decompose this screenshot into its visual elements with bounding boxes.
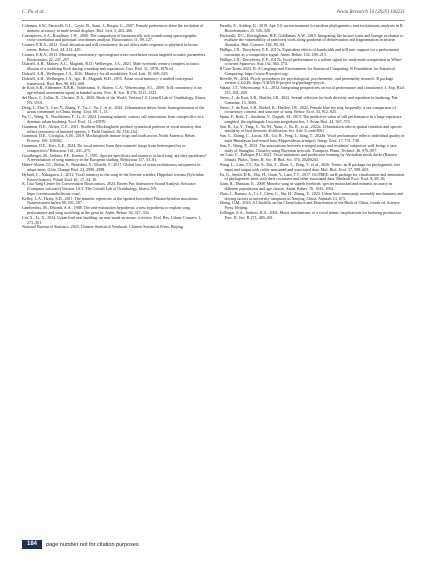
reference-entry: de Kort, S.R., Eldermire, E.R.B., Valderrama, S., Botero, C.A., Vehrencamp, S.L., 2009. Trill consistency is an age-related assessment signal in banded wrens. Proc. R. Soc. B 276, 2315–2321. [22,85,202,96]
reference-entry: Hyland, C., Nakagawa, J., 2012. Vocal mimicry in the song of the Icterine warbler, Hippolais icterina (Sylviidae, Passeriformes). Polish Zool. 61, 17–24. 16. [22,171,205,182]
reference-entry: Paradis, E., Schliep, K., 2019. Ape 5.0: an environment for modern phylogenetics and evolutionary analyses in R. Bioinformatics 35, 526–528. [219,24,404,33]
reference-entry: Hüber-Alsien, J.C., Bolen, S., Benedetti, Y., Morelli, F., 2017. Global loss of avian evolutionary uniqueness in urban areas. Glob. Change Biol. 23, 2990–2998. [22,162,201,172]
header-divider [22,20,405,21]
reference-entry: Sierro, J., de Kort, S.R., Hartley, I.R., 2022. Sexual selection for both diversity and repetition in birdsong. Nat. Commun. 14, 3600. [219,94,399,105]
reference-entry: R Core Team, 2023. R: A Language and Environment for Statistical Computing. R Foundation for Statistical Computing. https://www.R-project.org/. [219,66,396,76]
reference-entry: Gammon, D.E., Corsiglia, A.M., 2019. Mockingbirds imitate frogs and toads across North America. Behav. Process. 169, 103982. [22,133,196,144]
reference-entry: Cramer, E.R.A., 2013. Measuring consistency: spectrogram cross-correlation versus targeted acoustic parameters. Bioacoustics 22, 247–257. [22,51,207,62]
footer-note: page number not for citation purposes [46,541,139,548]
reference-entry: Dalziell, A.H., Maisey, A.C., Magrath, R.D., Welbergen, J.A., 2021. Male lyrebirds create a complex acoustic illusion of a mobbing flock during courtship and copulation. Curr. Biol. 31, 1970–1976.e4. [22,61,200,72]
reference-entry: Dalziell, A.H., Welbergen, J.A., 2016. Mimicry for all modalities. Ecol. Lett. 19, 609–619. [22,70,169,76]
reference-entry: Phillips, J.N., Derryberry, E.P., 2017b. Vocal performance is a salient signal for male-male competition in White-crowned Sparrows. Auk 134, 564–574. [219,56,403,67]
reference-entry: Zann, R., Dunstan, E., 2008. Mimetic song in superb lyrebirds: species mimicked and mimetic accuracy in different populations and age classes. Anim. Behav. 76, 1043–1054. [219,181,393,191]
reference-entry: Sakata, J.T., Vehrencamp, S.L., 2012. Integrating perspectives on vocal performance and consistency. J. Exp. Biol. 215, 201–209. [219,85,405,96]
reference-entry: Dalziell, A.H., Welbergen, J.A., Igic, B., Magrath, R.D., 2015. Avian vocal mimicry: a unified conceptual framework. Biol. Rev. 90, 643–668. [22,75,193,86]
reference-entry: Zhang, G.M., 2023. A Checklist on the Classification and Distribution of the Birds of China, fourth ed. Science Press, Beijing. [219,200,400,211]
reference-column-right [220,24,406,528]
reference-entry: National Bureau of Statistics, 2023. Chinese Statistical Yearbook. Chinese Statistical Press, Beijing. [22,224,184,230]
reference-list [22,24,405,528]
header-authors: C. Pu et al. [22,10,45,15]
reference-entry: Phillips, J.N., Derryberry, E.P., 2017a. Equivalent effects of bandwidth and trill rate: support for a performance constraint as a competitive signal. Anim. Behav. 132, 209–215. [219,46,400,57]
reference-entry: Zollinger, S.A., Suthers, R.A., 2004. Motor mechanisms of a vocal mimic: implications for birdsong production. Proc. R. Soc. B 271, 483–491. [219,210,402,220]
reference-entry: Sun, Y., Wang, P., 2023. The associations between a-tonged songs and residents' subjective well-being: a case study of Shanghai, China by using Bayesian network. Transport. Plann. Technol. 46, 976–997. [219,142,397,153]
reference-entry: del Hoyo, J., Collar, N., Christie, D.A., 2020. Birds of the World. Version 1.0. Cornell Lab of Ornithology, Ithaca, NY, USA. [22,95,207,105]
reference-entry: Deng, J., Zhu, Y., Luo, Y., Zhang, Y., Tu, J., Yu, J., et al., 2024. Urbanization drives biotic homogenization of the avian community in China. Integr. Zool. 00, 1–13. [22,104,205,115]
reference-entry: Sun, C., Zhang, C., Lucas, J.R., Gu, H., Feng, J., Jiang, T., 2022b. Vocal performance reflects individual quality in male Himalayan leaf-nosed bats (Hipposideros armiger). Integr. Zool. 17, 731–740. [219,133,405,144]
reference-entry: Goodberger, M., Jenkins, P.F., Keener, J., 1991. Species-specificity and mimicry in bird song: are they paradoxes? A reevaluation of song mimicry in the European starling. Behaviour 117, 53–81. [22,152,207,163]
reference-entry: Kelley, L.A., Healy, S.D., 2011. The mimetic repertoire of the spotted bowerbird Ptilonorhynchus maculatus. Naturwissenschaften 98, 501–507. [22,195,199,206]
reference-entry: Gammon, D.E., Kerr, G.E., 2024. Do vocal mimics learn their mimetic songs from heterospecifics or conspecifics? Behaviour 161, 441–475. [22,142,186,153]
reference-entry: ten Cate, C., Fullagar, P.J., 2021. Vocal imitations and production learning by Australian musk ducks (Biziura lobata). Philos. Trans. R. Soc. B Biol. Sci. 376, 20200243. [219,152,397,163]
reference-entry: Yu, G., Smith, D.K., Zhu, H., Guan, Y., Lam, T.T., 2017. GGTREE: an R package for visualization and annotation of phylogenetic trees with their covariates and other associated data. Methods Ecol. Evol. 8, 28–36. [219,171,405,182]
reference-column-left [22,24,208,528]
reference-entry: Lambrechts, M., Dhondt, A.A., 1988. The anti-exhaustion hypothesis: a new hypothesis to explain song performance and song switching in the great tit. Anim. Behav. 36, 327–334. [22,205,190,216]
reference-entry: Sun, B., Lu, Y., Yang, Y., Yu, M., Yuan, J., Yu, R., et al., 2022a. Urbanization affects spatial variation and species similarity of bird diversity distribution. Sci. Adv. 8, eade3061. [219,123,402,134]
running-header [22,10,405,20]
page-footer [22,540,139,549]
reference-entry: Cramer, E.R.A., 2012. Vocal deviation and trill consistency do not affect male response to playback in house wrens. Behav. Ecol. 24, 412–420. [22,42,198,52]
reference-entry: Wang, L., Lam, T.T., Xu, S., Dai, Z., Zhou, L., Feng, T., et al., 2020. Treeio: an R package for phylogenetic tree input and output with richly annotated and associated data. Mol. Biol. Evol. 37, 599–603. [219,162,401,172]
reference-entry: Pavlovski, D.C., Rovinghams, H.P., Goldbaum, A.W., 2015. Integrating life history traits and lineage evolution to evaluate the vulnerability of rainforest birds along gradients of deforestation and fragmentation in eastern Australia. Biol. Conserv. 182, 85–94. [219,32,404,48]
header-journal: Avian Research 16 (2025) 100231 [336,10,405,15]
reference-entry: Sierro, J., de Kort, S.R., Riebel, K., Hartley, I.R., 2022. Female blue tits sing frequently: a sex comparison of occurrence, context, and structure of song. Behav. Ecol. 33, 912–925. [219,104,396,115]
reference-entry: Gammon, D.E., Altizer, C.E., 2011. Northern Mockingbirds produce syntactical patterns of vocal mimicry that reflect taxonomy of imitated species. J. Field Ornithol. 82, 158–164. [22,123,202,134]
reference-entry: Coleman, S.W., Patricelli, G.L., Coyle, B., Siani, J., Borgia, G., 2007. Female preferences drive the evolution of mimetic accuracy in male sexual displays. Biol. Lett. 3, 463–466. [22,24,204,33]
reference-entry: Liu, X., Li, X., 2024. Urban bird nest building: an nest-made structure: a review. Ecol. Res. Urban. Conserv. 1, 273–301. [22,214,202,225]
reference-entry: Revelle, W., 2024. Psych: procedures for psychological, psychometric, and personality research. R package version 2.4.6.26. https://CRAN.R-project.org/package=psych. [219,75,394,86]
page-number: 184 [22,540,42,549]
reference-entry: Spina, F., Roth, T., Amrhein, V., Naguib, M., 2013. The predictive value of trill performance in a large repertoire songbird, the nightingale Luscinia megarhynchos. J. Avian Biol. 44, 567–574. [219,114,402,124]
reference-entry: Fu, C., Wang, X., Bachleitner, F., Li, Z., 2024. Learning mimetic curious call innovations from conspecifics in a dynamic urban birdsong. Ecol. Evol. 14, e10970. [22,114,204,124]
reference-entry: K. Lisa Yang Center for Conservation Bioacoustics, 2024. Raven Pro: Interactive Sound Analysis Software. (Computer software) Version 1.6.5. The Cornell Lab of Ornithology, Ithaca, NY. https://ravensoundsoftware.com/. [22,181,197,196]
reference-entry: Zhao, J., Bonsee, A., Li, J., Chen, C., Shi, H., Zhang, Y., 2023. Urban bird community assembly mechanisms and driving factors in university campuses in Nanjing, China. Animals 13, 673. [219,190,403,201]
reference-entry: Cuevapuces, S.A., Roudbury, J.W., 2000. The comparison of harmonically rich sounds using spectrographic cross-correlation and principal coordinates analysis. Bioacoustics 11, 99–127. [22,32,197,43]
